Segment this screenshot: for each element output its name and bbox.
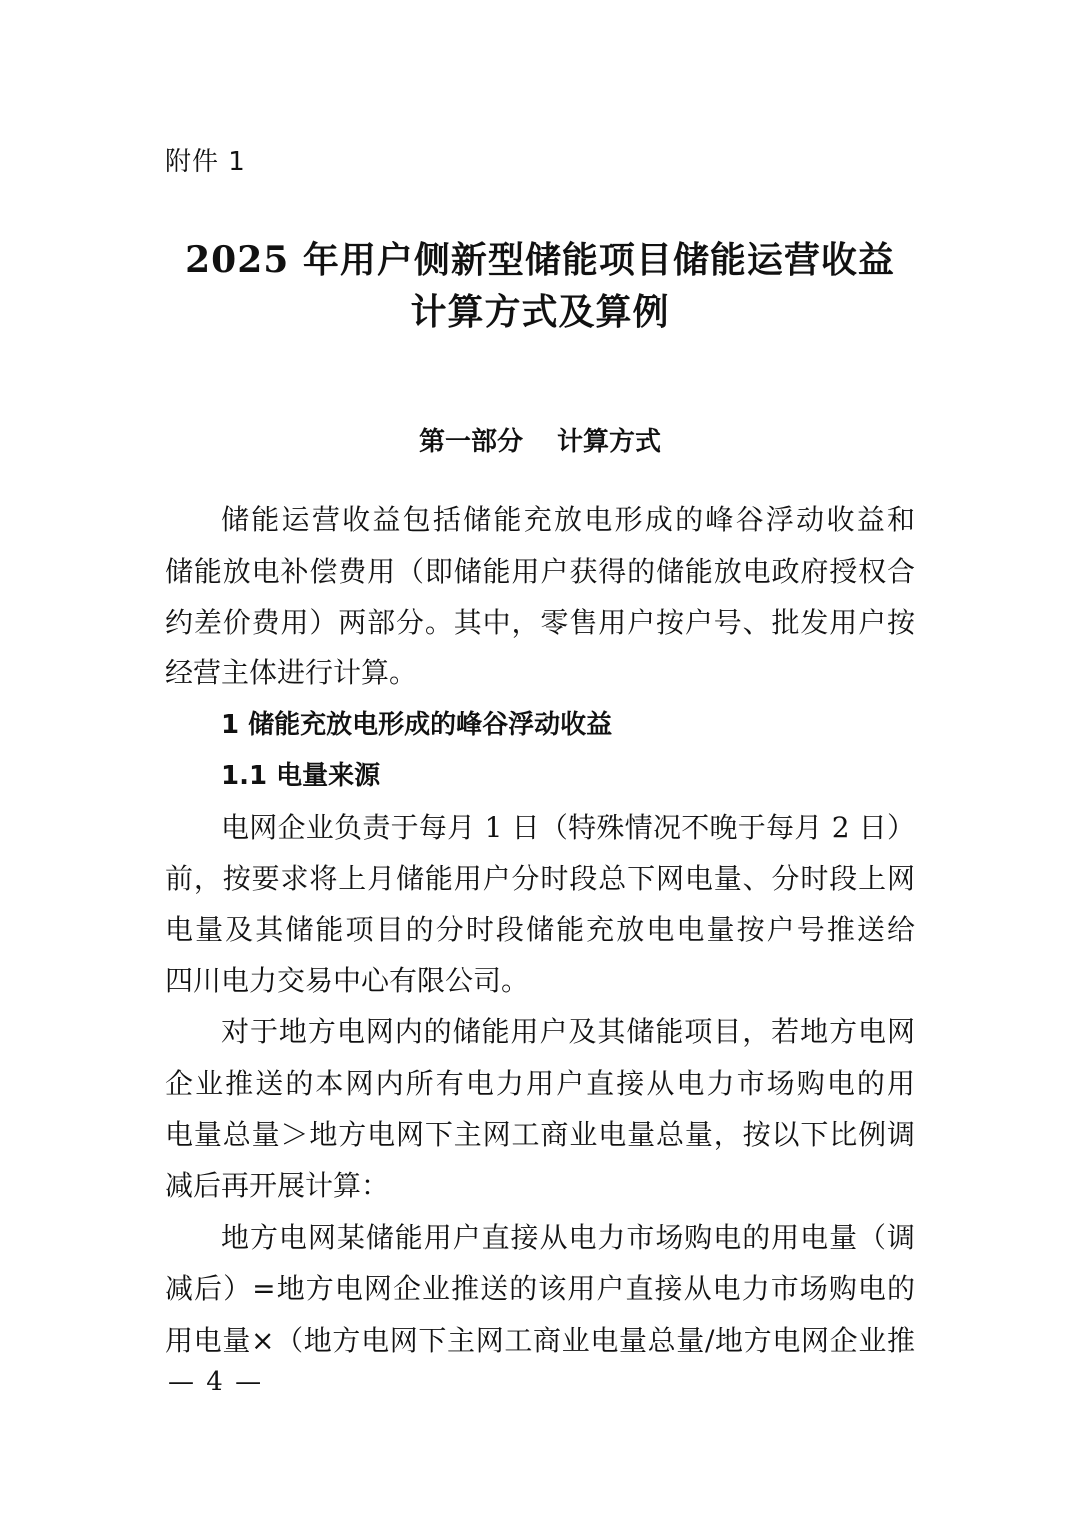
body-line: 电网企业负责于每月 1 日（特殊情况不晚于每月 2 日） bbox=[221, 811, 915, 844]
body-line: 电量及其储能项目的分时段储能充放电电量按户号推送给 bbox=[165, 913, 915, 946]
body-line: 对于地方电网内的储能用户及其储能项目，若地方电网 bbox=[221, 1015, 915, 1048]
page-number: — 4 — bbox=[168, 1367, 264, 1397]
body-line: 前，按要求将上月储能用户分时段总下网电量、分时段上网 bbox=[165, 862, 915, 895]
section-part: 第一部分 bbox=[418, 427, 523, 457]
section-name: 计算方式 bbox=[557, 427, 662, 457]
document-title-line-1: 2025 年用户侧新型储能项目储能运营收益 bbox=[185, 239, 895, 281]
document-title-line-2: 计算方式及算例 bbox=[410, 291, 670, 333]
attachment-label: 附件 1 bbox=[165, 147, 246, 177]
section-heading bbox=[120, 420, 960, 464]
body-line: 电量总量＞地方电网下主网工商业电量总量，按以下比例调 bbox=[165, 1118, 915, 1151]
body-line: 减后）=地方电网企业推送的该用户直接从电力市场购电的 bbox=[165, 1272, 915, 1305]
subheading-1: 1 储能充放电形成的峰谷浮动收益 bbox=[221, 710, 613, 740]
body-line: 企业推送的本网内所有电力用户直接从电力市场购电的用 bbox=[165, 1067, 915, 1100]
subheading-1-1: 1.1 电量来源 bbox=[221, 761, 381, 791]
body-line: 地方电网某储能用户直接从电力市场购电的用电量（调 bbox=[221, 1221, 915, 1254]
body-line: 用电量×（地方电网下主网工商业电量总量/地方电网企业推 bbox=[165, 1324, 915, 1357]
body-line: 储能放电补偿费用（即储能用户获得的储能放电政府授权合 bbox=[165, 555, 915, 588]
body-line: 减后再开展计算： bbox=[165, 1169, 390, 1202]
body-line: 经营主体进行计算。 bbox=[165, 656, 418, 689]
body-line: 约差价费用）两部分。其中，零售用户按户号、批发用户按 bbox=[165, 606, 915, 639]
body-line: 储能运营收益包括储能充放电形成的峰谷浮动收益和 bbox=[221, 503, 915, 536]
body-line: 四川电力交易中心有限公司。 bbox=[165, 964, 530, 997]
